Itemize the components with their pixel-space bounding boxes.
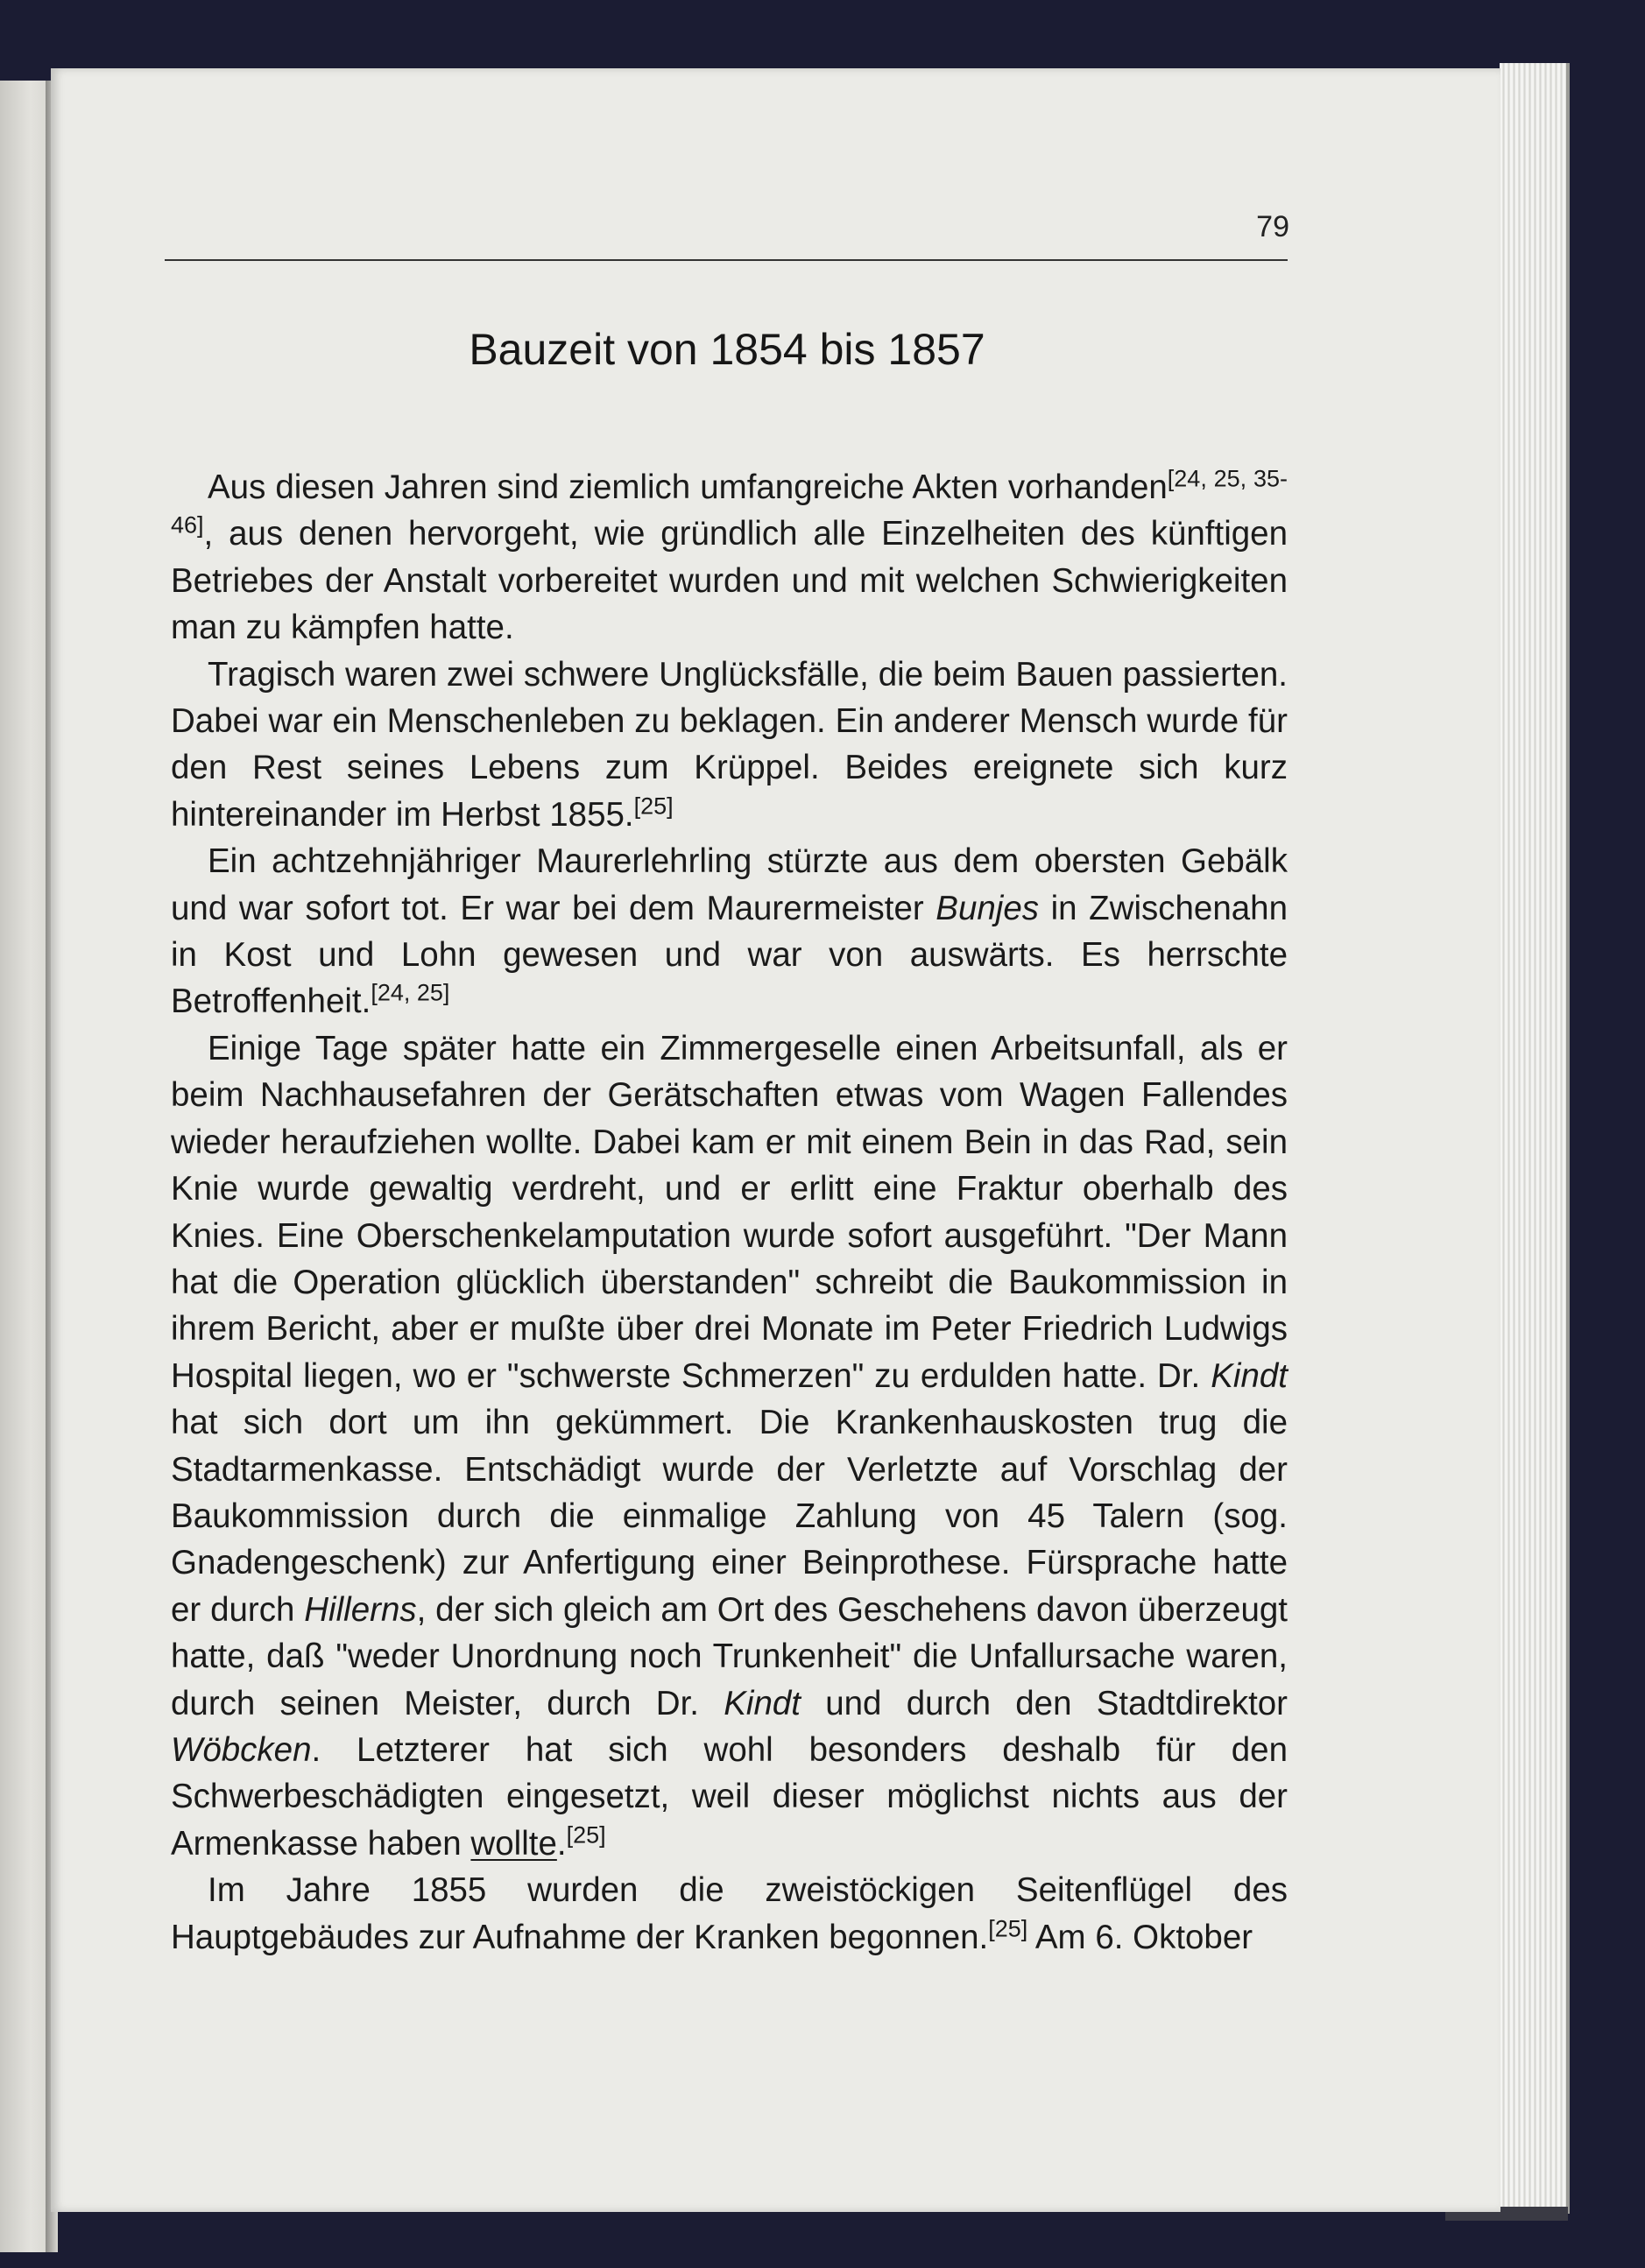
paragraph-1: [171, 464, 1288, 652]
paragraph-text: Aus diesen Jahren sind ziemlich umfangreiche Akten vorhanden: [208, 468, 1168, 506]
paragraph-4: [171, 1025, 1288, 1867]
paragraph-text: Ein achtzehnjähriger Maurerlehrling stürzte aus dem obersten Gebälk und war sofort tot. Er war bei dem Maurermeister: [171, 842, 1288, 927]
paragraph-text: Am 6. Oktober: [1027, 1918, 1253, 1956]
paragraph-5: [171, 1867, 1288, 1961]
paragraph-text: Einige Tage später hatte ein Zimmergeselle einen Arbeitsunfall, als er beim Nachhausefahren der Gerätschaften etwas vom Wagen Fallendes wieder heraufziehen wollte. Dabei kam er mit einem Bein in das Rad, sein Knie wurde gewaltig verdreht, und er erlitt eine Fraktur oberhalb des Knies. Eine Oberschenkelamputation wurde sofort ausgeführt. "Der Mann hat die Operation glücklich überstanden" schreibt die Baukommission in ihrem Bericht, aber er mußte über drei Monate im Peter Friedrich Ludwigs Hospital liegen, wo er "schwerste Schmerzen" zu erdulden hatte. Dr.: [171, 1029, 1288, 1395]
person-name: Kindt: [1211, 1356, 1288, 1395]
person-name: Kindt: [724, 1684, 801, 1722]
paragraph-text: Im Jahre 1855 wurden die zweistöckigen Seitenflügel des Hauptgebäudes zur Aufnahme der Kranken begonnen.: [171, 1871, 1288, 1956]
paragraph-text: , der sich gleich am Ort des Geschehens davon überzeugt hatte, daß "weder Unordnung noch Trunkenheit" die Unfallursache waren, durch seinen Meister, durch Dr.: [171, 1590, 1288, 1722]
citation-ref: [25]: [988, 1915, 1028, 1942]
left-page-edge: [0, 81, 51, 2252]
paragraph-3: [171, 838, 1288, 1025]
citation-ref: [24, 25]: [371, 979, 450, 1006]
paragraph-2: [171, 652, 1288, 839]
paragraph-text: .: [556, 1824, 567, 1863]
citation-ref: [25]: [566, 1821, 606, 1849]
paragraph-text: . Letzterer hat sich wohl besonders deshalb für den Schwerbeschädigten eingesetzt, weil dieser möglichst nichts aus der Armenkasse haben: [171, 1730, 1288, 1863]
paragraph-text: , aus denen hervorgeht, wie gründlich alle Einzelheiten des künftigen Betriebes der Anstalt vorbereitet wurden und mit welchen Schwierigkeiten man zu kämpfen hatte.: [171, 515, 1288, 647]
paragraph-text: in Zwischenahn in Kost und Lohn gewesen und war von auswärts. Es herrschte Betroffenheit.: [171, 889, 1288, 1021]
citation-ref: [24, 25, 35-46]: [171, 465, 1288, 539]
chapter-title: Bauzeit von 1854 bis 1857: [469, 325, 985, 374]
underlined-word: wollte: [470, 1824, 557, 1863]
citation-ref: [25]: [633, 792, 674, 820]
person-name: Wöbcken: [171, 1730, 312, 1769]
person-name: Hillerns: [304, 1590, 417, 1629]
page-stack-edge: [1500, 63, 1570, 2214]
paragraph-text: und durch den Stadtdirektor: [801, 1684, 1288, 1722]
page-number: 79: [1256, 210, 1289, 243]
body-text: [171, 464, 1288, 1961]
header-rule: [165, 259, 1288, 261]
paragraph-text: Tragisch waren zwei schwere Unglücksfälle, die beim Bauen passierten. Dabei war ein Menschenleben zu beklagen. Ein anderer Mensch wurde für den Rest seines Lebens zum Krüppel. Beides ereignete sich kurz hintereinander im Herbst 1855.: [171, 655, 1288, 834]
paragraph-text: hat sich dort um ihn gekümmert. Die Krankenhauskosten trug die Stadtarmenkasse. Entschädigt wurde der Verletzte auf Vorschlag der Baukommission durch die einmalige Zahlung von 45 Talern (sog. Gnadengeschenk) zur Anfertigung einer Beinprothese. Fürsprache hatte er durch: [171, 1404, 1288, 1629]
person-name: Bunjes: [935, 889, 1039, 927]
